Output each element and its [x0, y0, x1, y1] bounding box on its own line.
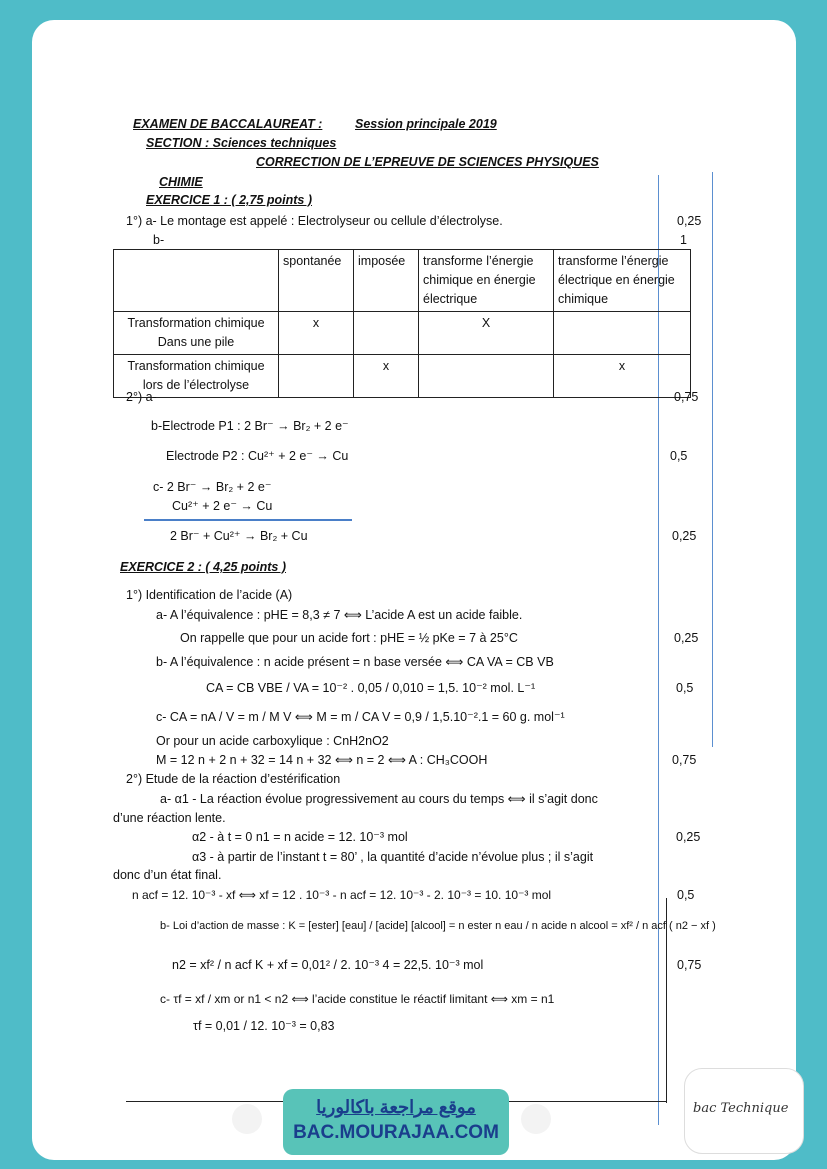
- table-cell: X: [419, 312, 554, 355]
- ex2-line: α2 - à t = 0 n1 = n acide = 12. 10⁻³ mol: [192, 830, 408, 844]
- ex1-heading: EXERCICE 1 : ( 2,75 points ): [146, 193, 313, 207]
- table-cell: [354, 312, 419, 355]
- table-header-cell: transforme l’énergie électrique en énergie chimique: [554, 250, 691, 312]
- ex1-q1b-points: 1: [680, 233, 687, 247]
- ex2-line: CA = CB VBE / VA = 10⁻² . 0,05 / 0,010 = 1,5. 10⁻² mol. L⁻¹: [206, 681, 536, 695]
- table-cell: [279, 355, 354, 398]
- ex2-line: c- CA = nA / V = m / M V ⟺ M = m / CA V = 0,9 / 1,5.10⁻².1 = 60 g. mol⁻¹: [156, 710, 565, 724]
- table-cell: [554, 312, 691, 355]
- ex2-line: n acf = 12. 10⁻³ - xf ⟺ xf = 12 . 10⁻³ - n acf = 12. 10⁻³ - 2. 10⁻³ = 10. 10⁻³ mol: [132, 888, 552, 902]
- logo-icon-right: [521, 1104, 551, 1134]
- banner-arabic: موقع مراجعة باكالوريا: [316, 1097, 476, 1117]
- ex2-line: b- Loi d’action de masse : K = [ester] [eau] / [acide] [alcool] = n ester n eau / n acide n alcool = xf² / n acf ( n2 − xf ): [160, 920, 716, 932]
- ex1-q2b-p2: Electrode P2 : Cu²⁺ + 2 e⁻ → Cu: [166, 449, 349, 463]
- ex2-line: n2 = xf² / n acf K + xf = 0,01² / 2. 10⁻³ 4 = 22,5. 10⁻³ mol: [172, 958, 484, 972]
- ex1-q1a-points: 0,25: [677, 214, 702, 228]
- ex2-line: donc d’un état final.: [113, 868, 222, 882]
- ex2-line: M = 12 n + 2 n + 32 = 14 n + 32 ⟺ n = 2 ⟺ A : CH₃COOH: [156, 753, 488, 767]
- ex1-q2c-sum: 2 Br⁻ + Cu²⁺ → Br₂ + Cu: [170, 529, 308, 543]
- logo-icon: [232, 1104, 262, 1134]
- table-cell: Transformation chimique Dans une pile: [114, 312, 279, 355]
- section-label: SECTION : Sciences techniques: [146, 136, 337, 150]
- ex2-line: a- α1 - La réaction évolue progressivement au cours du temps ⟺ il s’agit donc: [160, 792, 598, 806]
- table-cell: x: [354, 355, 419, 398]
- margin-line-right: [712, 172, 713, 747]
- energy-table: [113, 249, 691, 398]
- table-cell: x: [279, 312, 354, 355]
- table-cell: x: [554, 355, 691, 398]
- ex2-points: 0,5: [677, 888, 695, 902]
- ex2-line: d’une réaction lente.: [113, 811, 226, 825]
- exam-title: EXAMEN DE BACCALAUREAT :: [133, 117, 323, 131]
- brand-text: bac Technique: [693, 1101, 789, 1116]
- ex1-q2a-points: 0,75: [674, 390, 699, 404]
- ex1-q2a: 2°) a-: [126, 390, 157, 404]
- ex1-q2b-points: 0,5: [670, 449, 688, 463]
- footer-rule-left: [126, 1101, 284, 1102]
- ex2-points: 0,75: [677, 958, 702, 972]
- sum-underline: [144, 519, 352, 521]
- table-row: [114, 355, 691, 398]
- ex2-line: 2°) Etude de la réaction d’estérification: [126, 772, 341, 786]
- table-cell: [419, 355, 554, 398]
- table-header-cell: imposée: [354, 250, 419, 312]
- banner-site: BAC.MOURAJAA.COM: [293, 1122, 499, 1143]
- table-header-cell: transforme l’énergie chimique en énergie électrique: [419, 250, 554, 312]
- page-title: CORRECTION DE L’EPREUVE DE SCIENCES PHYSIQUES: [256, 155, 599, 169]
- ex2-line: b- A l’équivalence : n acide présent = n base versée ⟺ CA VA = CB VB: [156, 655, 554, 669]
- ex2-points: 0,25: [676, 830, 701, 844]
- ex2-line: 1°) Identification de l’acide (A): [126, 588, 293, 602]
- ex2-points: 0,5: [676, 681, 694, 695]
- site-banner[interactable]: [283, 1089, 509, 1155]
- ex1-q2c-points: 0,25: [672, 529, 697, 543]
- ex2-line: c- τf = xf / xm or n1 < n2 ⟺ l’acide constitue le réactif limitant ⟺ xm = n1: [160, 992, 555, 1006]
- ex1-q1a: 1°) a- Le montage est appelé : Electrolyseur ou cellule d’électrolyse.: [126, 214, 503, 228]
- ex2-line: Or pour un acide carboxylique : CnH2nO2: [156, 734, 389, 748]
- ex1-q2c-line1: c- 2 Br⁻ → Br₂ + 2 e⁻: [153, 480, 272, 494]
- chimie-heading: CHIMIE: [159, 175, 203, 189]
- ex2-line: α3 - à partir de l’instant t = 80’ , la quantité d’acide n’évolue plus ; il s’agit: [192, 850, 594, 864]
- ex2-line: τf = 0,01 / 12. 10⁻³ = 0,83: [193, 1019, 335, 1033]
- ex2-heading: EXERCICE 2 : ( 4,25 points ): [120, 560, 287, 574]
- ex1-q2b-p1: b-Electrode P1 : 2 Br⁻ → Br₂ + 2 e⁻: [151, 419, 349, 433]
- brand-badge: [684, 1068, 804, 1154]
- ex2-points: 0,25: [674, 631, 699, 645]
- ex2-line: On rappelle que pour un acide fort : pHE = ½ pKe = 7 à 25°C: [180, 631, 518, 645]
- table-cell: Transformation chimique lors de l’électrolyse: [114, 355, 279, 398]
- table-header-row: [114, 250, 691, 312]
- table-header-cell: spontanée: [279, 250, 354, 312]
- ex2-line: a- A l’équivalence : pHE = 8,3 ≠ 7 ⟺ L’acide A est un acide faible.: [156, 608, 523, 622]
- ex1-q2c-line2: Cu²⁺ + 2 e⁻ → Cu: [172, 499, 273, 513]
- session-label: Session principale 2019: [355, 117, 497, 131]
- ex2-points: 0,75: [672, 753, 697, 767]
- table-header-cell: [114, 250, 279, 312]
- ex1-q1b: b-: [153, 233, 165, 247]
- footer-rule-right: [509, 1101, 667, 1102]
- table-row: [114, 312, 691, 355]
